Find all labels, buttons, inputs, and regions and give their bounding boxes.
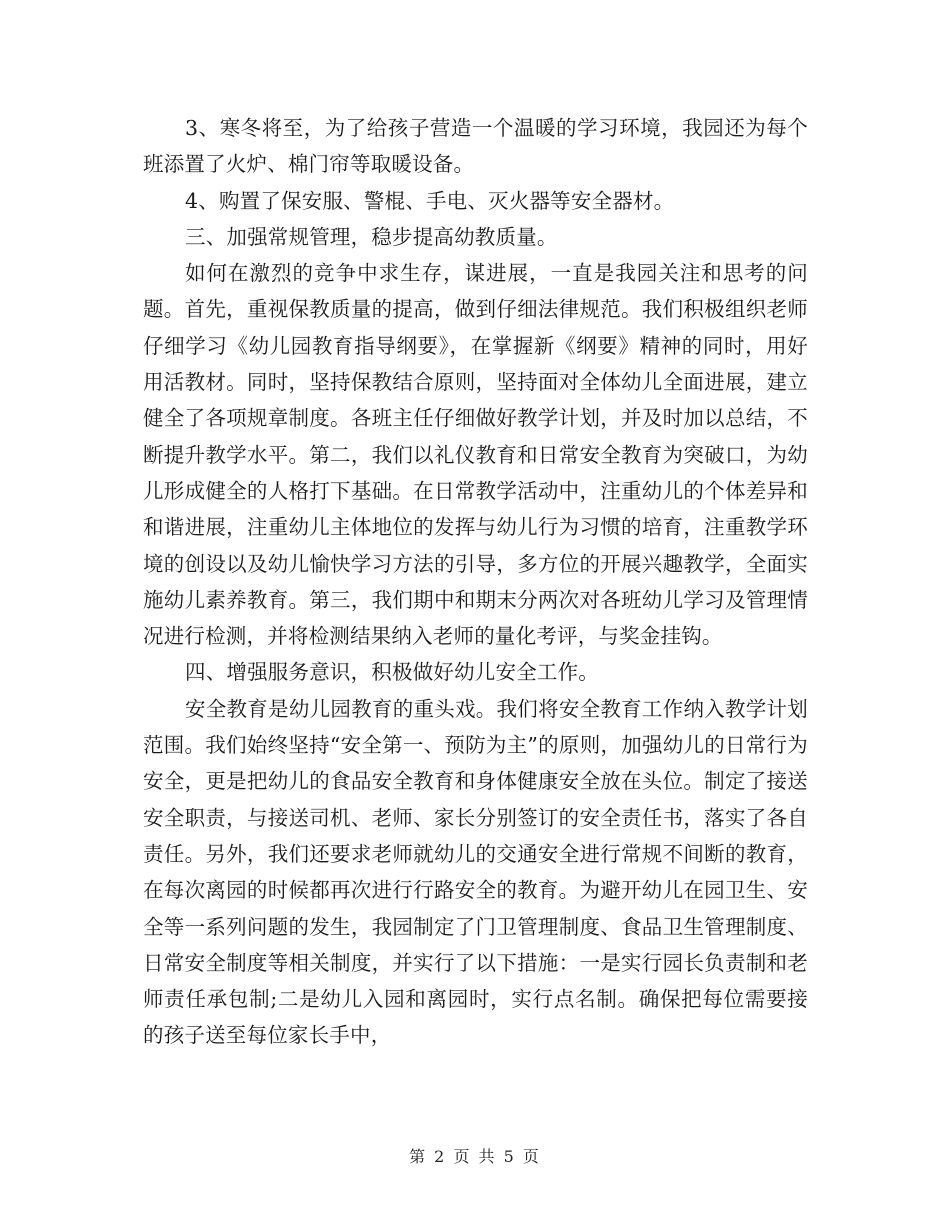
- paragraph-item-4: 4、购置了保安服、警棍、手电、灭火器等安全器材。: [185, 188, 675, 213]
- paragraph-safety-education: 安全教育是幼儿园教育的重头戏。我们将安全教育工作纳入教学计划范围。我们始终坚持“安全第一、预防为主”的原则，加强幼儿的日常行为安全，更是把幼儿的食品安全教育和身体健康安全放在头位。制定了接送安全职责，与接送司机、老师、家长分别签订的安全责任书，落实了各自责任。另外，我们还要求老师就幼儿的交通安全进行常规不间断的教育，在每次离园的时候都再次进行行路安全的教育。为避开幼儿在园卫生、安全等一系列问题的发生，我园制定了门卫管理制度、食品卫生管理制度、日常安全制度等相关制度，并实行了以下措施：一是实行园长负责制和老师责任承包制;二是幼儿入园和离园时，实行点名制。确保把每位需要接的孩子送至每位家长手中，: [143, 696, 808, 1048]
- paragraph-item-3: 3、寒冬将至，为了给孩子营造一个温暖的学习环境，我园还为每个班添置了火炉、棉门帘等取暖设备。: [143, 116, 808, 177]
- section-heading-3: 三、加强常规管理，稳步提高幼教质量。: [185, 224, 558, 249]
- paragraph-routine-management: 如何在激烈的竞争中求生存，谋进展，一直是我园关注和思考的问题。首先，重视保教质量的提高，做到仔细法律规范。我们积极组织老师仔细学习《幼儿园教育指导纲要》，在掌握新《纲要》精神的同时，用好用活教材。同时，坚持保教结合原则，坚持面对全体幼儿全面进展，建立健全了各项规章制度。各班主任仔细做好教学计划，并及时加以总结，不断提升教学水平。第二，我们以礼仪教育和日常安全教育为突破口，为幼儿形成健全的人格打下基础。在日常教学活动中，注重幼儿的个体差异和和谐进展，注重幼儿主体地位的发挥与幼儿行为习惯的培育，注重教学环境的创设以及幼儿愉快学习方法的引导，多方位的开展兴趣教学，全面实施幼儿素养教育。第三，我们期中和期末分两次对各班幼儿学习及管理情况进行检测，并将检测结果纳入老师的量化考评，与奖金挂钩。: [143, 261, 808, 649]
- section-heading-4: 四、增强服务意识，积极做好幼儿安全工作。: [185, 660, 599, 685]
- document-body: [143, 110, 808, 1054]
- page-footer: 第 2 页 共 5 页: [409, 1147, 541, 1166]
